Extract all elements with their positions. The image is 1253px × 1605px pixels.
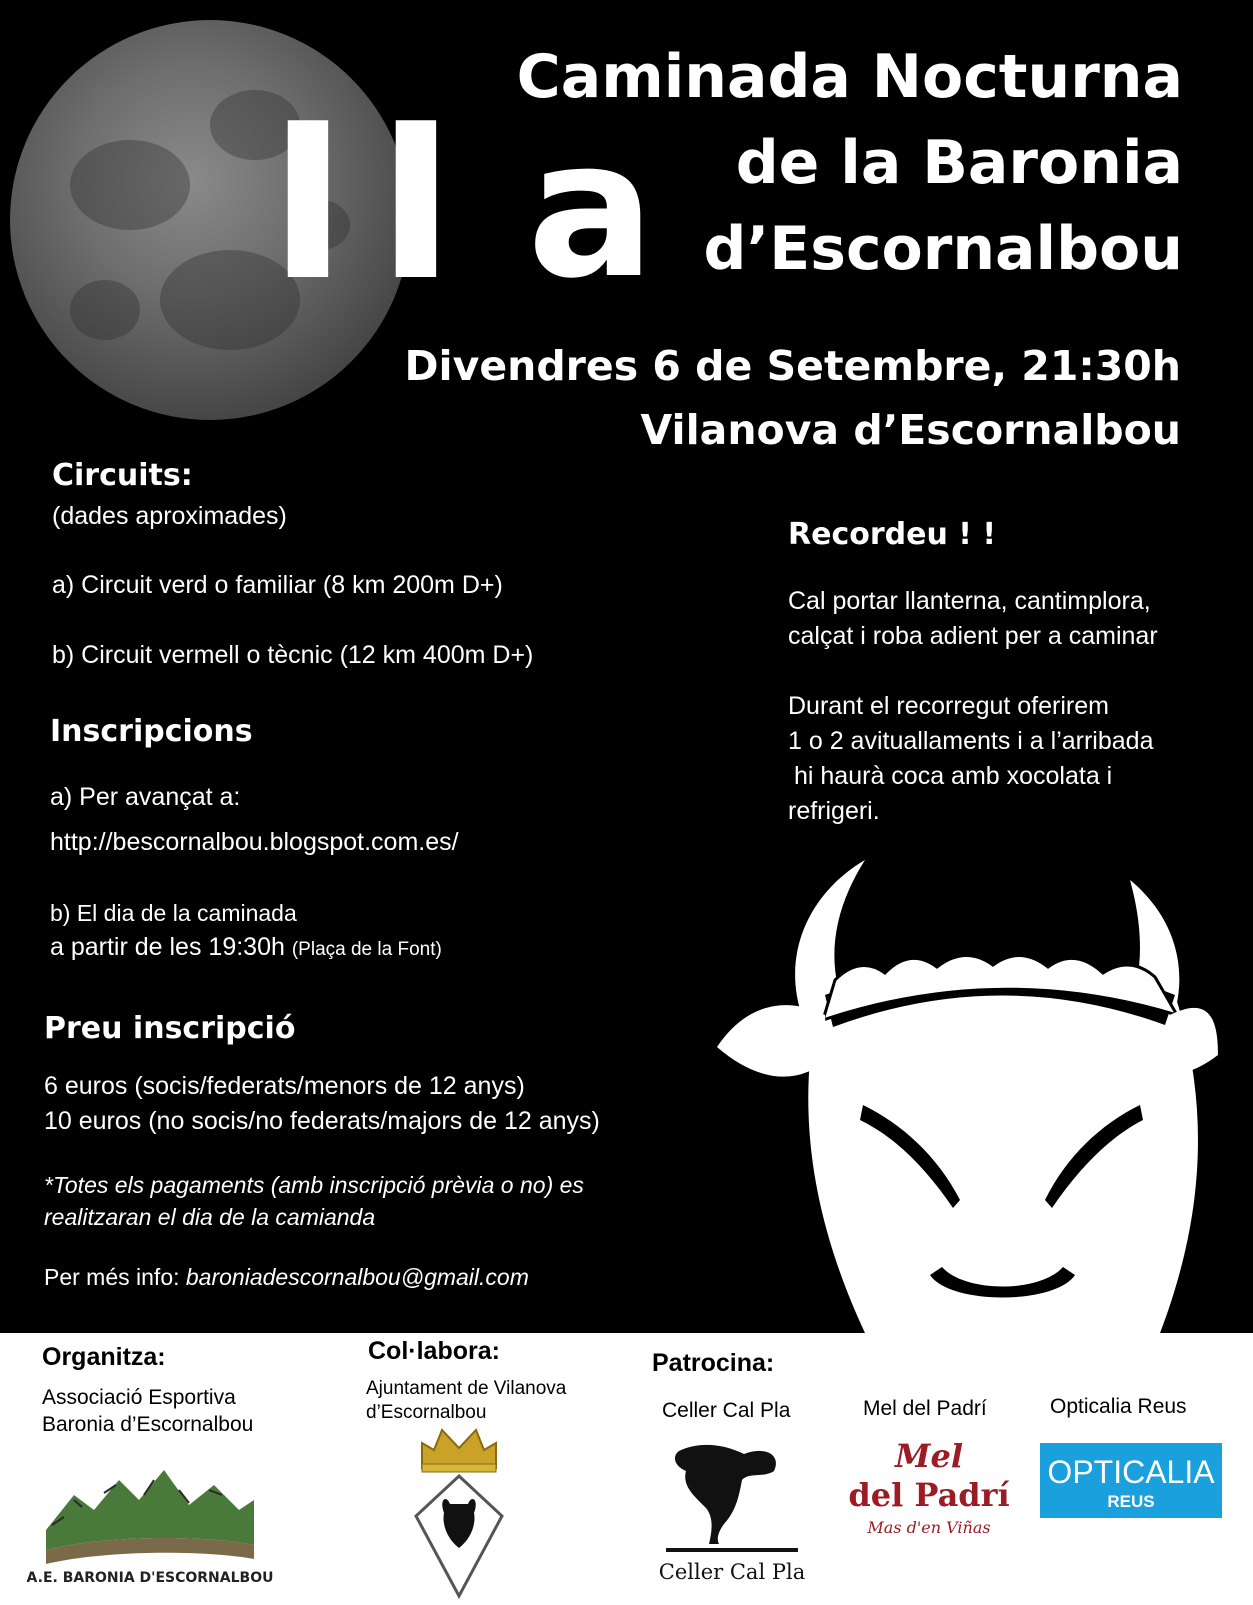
circuit-b: b) Circuit vermell o tècnic (12 km 400m D+): [52, 641, 534, 669]
mel-logo-line-1: Mel: [895, 1437, 963, 1475]
recordeu-heading: Recordeu ! !: [788, 517, 997, 552]
info-label: Per més info:: [44, 1264, 186, 1290]
recordeu-p2-line1: Durant el recorregut oferirem: [788, 692, 1109, 720]
recordeu-p1-line1: Cal portar llanterna, cantimplora,: [788, 587, 1151, 615]
event-date: Divendres 6 de Setembre, 21:30h: [404, 342, 1181, 390]
col-labora-line-2: d’Escornalbou: [366, 1402, 487, 1423]
inscripcio-b-place: (Plaça de la Font): [291, 939, 442, 960]
preu-note-1: *Totes els pagaments (amb inscripció prèvia o no) es: [44, 1172, 584, 1198]
opticalia-logo-line-1: OPTICALIA: [1047, 1454, 1215, 1490]
bull-head-illustration: [715, 855, 1220, 1333]
inscripcio-a: a) Per avançat a:: [50, 783, 241, 811]
info-email[interactable]: baroniadescornalbou@gmail.com: [185, 1264, 529, 1290]
preu-line-2: 10 euros (no socis/no federats/majors de 12 anys): [44, 1107, 600, 1135]
circuits-heading: Circuits:: [52, 458, 193, 493]
title-line-3: d’Escornalbou: [703, 214, 1183, 284]
baronia-logo-text: A.E. BARONIA D'ESCORNALBOU: [26, 1570, 274, 1586]
circuit-a: a) Circuit verd o familiar (8 km 200m D+): [52, 571, 503, 599]
inscripcio-url[interactable]: http://bescornalbou.blogspot.com.es/: [50, 828, 459, 856]
mel-del-padri-logo: [848, 1433, 1010, 1543]
organitza-heading: Organitza:: [42, 1343, 166, 1371]
inscripcio-b-line2: [50, 933, 442, 962]
recordeu-p2-line3: hi haurà coca amb xocolata i: [794, 762, 1113, 790]
event-place: Vilanova d’Escornalbou: [640, 406, 1181, 454]
recordeu-p2-line2: 1 o 2 avituallaments i a l’arribada: [788, 727, 1154, 755]
info-line: [44, 1264, 529, 1291]
mel-logo-line-3: Mas d'en Viñas: [867, 1518, 991, 1537]
opticalia-logo: [1040, 1443, 1222, 1518]
opticalia-logo-line-2: REUS: [1107, 1492, 1155, 1511]
recordeu-p1-line2: calçat i roba adient per a caminar: [788, 622, 1158, 650]
sponsor-name-cal-pla: Celler Cal Pla: [662, 1399, 791, 1422]
organitza-line-2: Baronia d’Escornalbou: [42, 1413, 254, 1436]
edition-roman: II: [268, 77, 484, 328]
sponsor-name-opticalia: Opticalia Reus: [1050, 1395, 1187, 1418]
vilanova-coat-of-arms: [414, 1428, 504, 1600]
celler-cal-pla-logo-text: Celler Cal Pla: [658, 1560, 806, 1584]
inscripcions-heading: Inscripcions: [50, 714, 253, 749]
preu-line-1: 6 euros (socis/federats/menors de 12 anys): [44, 1072, 525, 1100]
celler-cal-pla-logo: [658, 1436, 806, 1586]
mel-logo-line-2: del Padrí: [848, 1476, 1010, 1514]
inscripcio-b-line1: b) El dia de la caminada: [50, 900, 297, 926]
footer: [0, 1333, 1253, 1600]
edition-suffix: a: [527, 99, 656, 320]
patrocina-heading: Patrocina:: [652, 1349, 775, 1377]
inscripcio-b-time: a partir de les 19:30h: [50, 933, 285, 961]
organitza-line-1: Associació Esportiva: [42, 1386, 236, 1409]
sponsor-name-mel-padri: Mel del Padrí: [863, 1397, 987, 1420]
title-line-1: Caminada Nocturna: [516, 42, 1183, 112]
title-line-2: de la Baronia: [735, 128, 1183, 198]
preu-note-2: realitzaran el dia de la camianda: [44, 1204, 376, 1230]
col-labora-heading: Col·labora:: [368, 1337, 500, 1365]
col-labora-line-1: Ajuntament de Vilanova: [366, 1378, 567, 1399]
recordeu-p2-line4: refrigeri.: [788, 797, 880, 825]
baronia-logo: [26, 1455, 274, 1589]
preu-heading: Preu inscripció: [44, 1011, 296, 1046]
circuits-note: (dades aproximades): [52, 502, 287, 530]
